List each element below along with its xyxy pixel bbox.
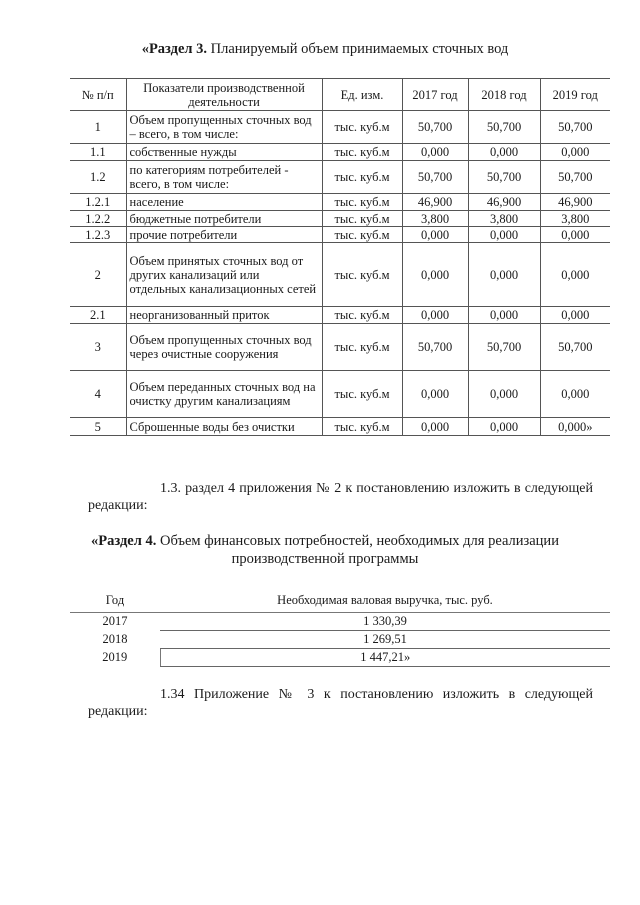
row-unit: тыс. куб.м <box>322 243 402 307</box>
table-row <box>70 307 610 324</box>
row-2019: 0,000» <box>540 418 610 436</box>
row-2017: 0,000 <box>402 144 468 161</box>
paragraph-1-3 <box>88 480 593 514</box>
table-row <box>70 111 610 144</box>
row-2019: 0,000 <box>540 144 610 161</box>
row-num: 1.1 <box>70 144 126 161</box>
row-unit: тыс. куб.м <box>322 227 402 243</box>
table-row <box>70 144 610 161</box>
row-unit: тыс. куб.м <box>322 211 402 227</box>
paragraph-1-34 <box>88 686 593 720</box>
row-year: 2017 <box>102 613 128 628</box>
row-name: Объем принятых сточных вод от других канализаций или отдельных канализационных сетей <box>126 243 322 307</box>
row-name: Объем пропущенных сточных вод через очистные сооружения <box>126 324 322 371</box>
table-section4 <box>70 590 610 667</box>
row-name: прочие потребители <box>126 227 322 243</box>
row-2018: 50,700 <box>468 324 540 371</box>
table-row <box>70 243 610 307</box>
row-2017: 50,700 <box>402 324 468 371</box>
row-name: неорганизованный приток <box>126 307 322 324</box>
row-2017: 0,000 <box>402 243 468 307</box>
row-revenue: 1 269,51 <box>160 630 610 648</box>
section3-title-bold: «Раздел 3. <box>141 41 208 57</box>
table-section3 <box>70 78 610 436</box>
table-row <box>70 161 610 194</box>
row-year: 2019 <box>102 649 128 664</box>
row-2018: 0,000 <box>468 307 540 324</box>
row-2018: 46,900 <box>468 194 540 211</box>
row-2019: 3,800 <box>540 211 610 227</box>
header-num: № п/п <box>70 79 126 111</box>
row-2017: 50,700 <box>402 111 468 144</box>
section3-title-rest: Планируемый объем принимаемых сточных вод <box>207 41 509 57</box>
row-2018: 50,700 <box>468 161 540 194</box>
row-num: 1.2.3 <box>70 227 126 243</box>
row-unit: тыс. куб.м <box>322 418 402 436</box>
row-2019: 46,900 <box>540 194 610 211</box>
row-2017: 0,000 <box>402 307 468 324</box>
row-num: 1.2.2 <box>70 211 126 227</box>
row-2019: 0,000 <box>540 307 610 324</box>
row-year: 2018 <box>102 631 128 646</box>
header-revenue: Необходимая валовая выручка, тыс. руб. <box>160 590 610 612</box>
row-2019: 0,000 <box>540 371 610 418</box>
row-num: 5 <box>70 418 126 436</box>
paragraph-1-3-text: 1.3. раздел 4 приложения № 2 к постановлению изложить в следующей редакции: <box>88 481 593 513</box>
row-2017: 0,000 <box>402 227 468 243</box>
row-num: 1.2 <box>70 161 126 194</box>
row-2017: 46,900 <box>402 194 468 211</box>
table-row <box>70 612 610 630</box>
row-revenue: 1 447,21» <box>160 648 610 666</box>
table-row <box>70 227 610 243</box>
header-2017: 2017 год <box>402 79 468 111</box>
header-indicator: Показатели производственной деятельности <box>126 79 322 111</box>
row-2018: 50,700 <box>468 111 540 144</box>
paragraph-1-34-text: 1.34 Приложение № 3 к постановлению изложить в следующей редакции: <box>88 687 593 719</box>
row-name: население <box>126 194 322 211</box>
row-2019: 50,700 <box>540 324 610 371</box>
row-num: 4 <box>70 371 126 418</box>
row-num: 1.2.1 <box>70 194 126 211</box>
table-row <box>70 371 610 418</box>
row-name: бюджетные потребители <box>126 211 322 227</box>
row-2019: 50,700 <box>540 161 610 194</box>
row-unit: тыс. куб.м <box>322 307 402 324</box>
row-unit: тыс. куб.м <box>322 324 402 371</box>
section4-title-bold: «Раздел 4. <box>91 533 157 549</box>
row-2019: 0,000 <box>540 227 610 243</box>
row-num: 1 <box>70 111 126 144</box>
row-2017: 0,000 <box>402 371 468 418</box>
section4-title-rest: Объем финансовых потребностей, необходимых для реализации производственной программы <box>156 533 559 567</box>
table-row <box>70 324 610 371</box>
row-2017: 3,800 <box>402 211 468 227</box>
table-row <box>70 648 610 666</box>
row-2018: 0,000 <box>468 418 540 436</box>
row-name: по категориям потребителей - всего, в том числе: <box>126 161 322 194</box>
row-2017: 0,000 <box>402 418 468 436</box>
row-2018: 0,000 <box>468 227 540 243</box>
table-row <box>70 211 610 227</box>
header-year: Год <box>70 590 160 612</box>
row-name: Объем пропущенных сточных вод – всего, в том числе: <box>126 111 322 144</box>
header-2018: 2018 год <box>468 79 540 111</box>
row-unit: тыс. куб.м <box>322 111 402 144</box>
row-unit: тыс. куб.м <box>322 161 402 194</box>
row-2019: 50,700 <box>540 111 610 144</box>
header-2019: 2019 год <box>540 79 610 111</box>
row-2019: 0,000 <box>540 243 610 307</box>
row-2018: 0,000 <box>468 144 540 161</box>
row-2018: 3,800 <box>468 211 540 227</box>
row-unit: тыс. куб.м <box>322 371 402 418</box>
row-revenue: 1 330,39 <box>160 612 610 630</box>
row-2017: 50,700 <box>402 161 468 194</box>
row-2018: 0,000 <box>468 243 540 307</box>
table-row <box>70 194 610 211</box>
row-num: 3 <box>70 324 126 371</box>
row-name: Сброшенные воды без очистки <box>126 418 322 436</box>
section3-title <box>90 40 560 58</box>
section4-title <box>90 532 560 568</box>
table-row <box>70 418 610 436</box>
row-name: собственные нужды <box>126 144 322 161</box>
row-num: 2.1 <box>70 307 126 324</box>
row-num: 2 <box>70 243 126 307</box>
row-unit: тыс. куб.м <box>322 194 402 211</box>
row-2018: 0,000 <box>468 371 540 418</box>
row-name: Объем переданных сточных вод на очистку другим канализациям <box>126 371 322 418</box>
header-unit: Ед. изм. <box>322 79 402 111</box>
row-unit: тыс. куб.м <box>322 144 402 161</box>
table-row <box>70 630 610 648</box>
table-section3-body <box>70 111 610 436</box>
